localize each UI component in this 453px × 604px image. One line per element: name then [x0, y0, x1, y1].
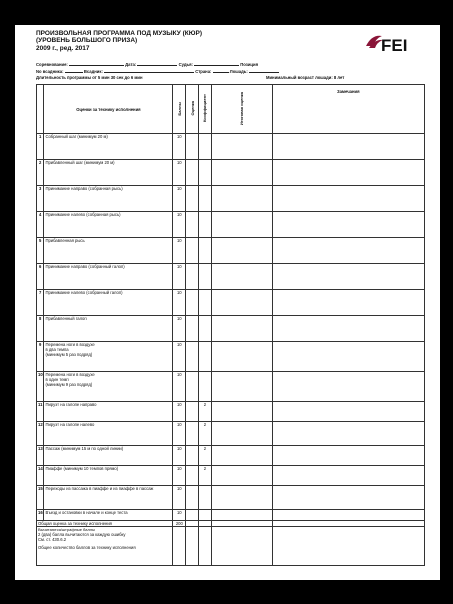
- movement-line: в один темп: [45, 377, 69, 382]
- header-max: [173, 85, 186, 134]
- penalty-max-cell: [173, 527, 186, 566]
- movement-line: Принимание направо (собранная рысь): [45, 186, 123, 191]
- table-row: [37, 372, 425, 402]
- movement-line: Принимание налево (собранная рысь): [45, 212, 121, 217]
- date-label: Дата:: [125, 62, 137, 67]
- movement-line: (минимум 5 раз подряд): [45, 352, 93, 357]
- table-row: [37, 510, 425, 521]
- max-points: 10: [173, 446, 186, 466]
- movement-number: 13: [37, 446, 44, 466]
- movement-number: 11: [37, 402, 44, 422]
- movement-description: [44, 264, 173, 290]
- mark-cell[interactable]: [186, 264, 199, 290]
- movement-description: [44, 212, 173, 238]
- coefficient: [198, 160, 211, 186]
- movement-line: Пируэт на галопе налево: [45, 422, 95, 427]
- movement-description: [44, 510, 173, 521]
- position-label: Позиция: [240, 62, 259, 67]
- movement-line: Прибавленная рысь: [45, 238, 85, 243]
- mark-cell[interactable]: [186, 466, 199, 486]
- movement-line: Принимание направо (собранный галоп): [45, 264, 125, 269]
- remarks-cell[interactable]: [272, 186, 424, 212]
- max-points: 10: [173, 372, 186, 402]
- movement-line: Перемена ноги в воздухе: [45, 342, 95, 347]
- penalty-title: Вычитаются/штрафные баллы: [38, 527, 96, 532]
- final-mark-cell[interactable]: [211, 422, 272, 446]
- movement-number: 10: [37, 372, 44, 402]
- remarks-cell[interactable]: [272, 402, 424, 422]
- movement-number: 7: [37, 290, 44, 316]
- rider-no-field[interactable]: [65, 68, 83, 73]
- mark-cell[interactable]: [186, 342, 199, 372]
- table-row: [37, 402, 425, 422]
- final-mark-cell[interactable]: [211, 510, 272, 521]
- header-movements: Оценки за технику исполнения: [44, 85, 173, 134]
- sheet-subtitle: (УРОВЕНЬ БОЛЬШОГО ПРИЗА): [36, 37, 138, 44]
- movement-line: Переходы из пассажа в пиаффе и из пиаффе в пассаж: [45, 486, 154, 491]
- remarks-cell[interactable]: [272, 264, 424, 290]
- remarks-cell[interactable]: [272, 316, 424, 342]
- final-mark-cell[interactable]: [211, 134, 272, 160]
- penalty-note-1: 2 (два) балла вычитаются за каждую ошибку: [38, 532, 126, 537]
- max-points: 10: [173, 466, 186, 486]
- movement-line: Пассаж (минимум 15 м по одной линии): [45, 446, 124, 451]
- coefficient: [198, 238, 211, 264]
- sheet-edition: 2009 г., ред. 2017: [36, 45, 90, 52]
- final-mark-cell[interactable]: [211, 402, 272, 422]
- remarks-cell[interactable]: [272, 238, 424, 264]
- header-mark-label: Оценка: [189, 101, 195, 116]
- table-row: [37, 466, 425, 486]
- penalty-remarks-cell[interactable]: [272, 527, 424, 566]
- mark-cell[interactable]: [186, 372, 199, 402]
- coefficient: [198, 212, 211, 238]
- final-mark-cell[interactable]: [211, 316, 272, 342]
- table-row: [37, 264, 425, 290]
- movement-line: Собранный шаг (минимум 20 м): [45, 134, 108, 139]
- header-final: [211, 85, 272, 134]
- total-max: 200: [173, 521, 186, 527]
- movement-number: 12: [37, 422, 44, 446]
- movement-description: [44, 342, 173, 372]
- final-mark-cell[interactable]: [211, 372, 272, 402]
- penalty-box: [37, 527, 173, 566]
- max-points: 10: [173, 402, 186, 422]
- competition-label: Соревнование:: [36, 62, 68, 67]
- penalty-row: [37, 527, 425, 566]
- table-row: [37, 238, 425, 264]
- coefficient: [198, 290, 211, 316]
- final-mark-cell[interactable]: [211, 186, 272, 212]
- info-line-1: [36, 61, 258, 67]
- max-points: 10: [173, 316, 186, 342]
- table-row: [37, 186, 425, 212]
- coefficient: [198, 316, 211, 342]
- final-mark-cell[interactable]: [211, 264, 272, 290]
- max-points: 10: [173, 160, 186, 186]
- coefficient: [198, 486, 211, 510]
- coefficient: [198, 342, 211, 372]
- movement-line: Принимание налево (собранный галоп): [45, 290, 123, 295]
- remarks-cell[interactable]: [272, 422, 424, 446]
- table-header-row: [37, 85, 425, 134]
- min-age-note: Минимальный возраст лошади: 8 лет: [266, 75, 345, 80]
- penalty-mark-cell[interactable]: [186, 527, 199, 566]
- movement-number: 5: [37, 238, 44, 264]
- coefficient: 2: [198, 422, 211, 446]
- movement-line: Прибавленный галоп: [45, 316, 87, 321]
- mark-cell[interactable]: [186, 486, 199, 510]
- movement-description: [44, 134, 173, 160]
- movement-line: Пируэт на галопе направо: [45, 402, 97, 407]
- movement-number: 14: [37, 466, 44, 486]
- remarks-cell[interactable]: [272, 342, 424, 372]
- header-num: [37, 85, 44, 134]
- max-points: 10: [173, 212, 186, 238]
- max-points: 10: [173, 422, 186, 446]
- mark-cell[interactable]: [186, 290, 199, 316]
- info-line-2: [36, 68, 279, 74]
- mark-cell[interactable]: [186, 186, 199, 212]
- movement-description: [44, 422, 173, 446]
- movement-number: 3: [37, 186, 44, 212]
- movement-description: [44, 446, 173, 466]
- sheet-title: ПРОИЗВОЛЬНАЯ ПРОГРАММА ПОД МУЗЫКУ (КЮР): [36, 30, 202, 37]
- movement-description: [44, 238, 173, 264]
- movement-line: в два темпа: [45, 347, 69, 352]
- max-points: 10: [173, 486, 186, 510]
- judge-label: Судья:: [178, 62, 193, 67]
- date-field[interactable]: [137, 61, 177, 66]
- coefficient: 2: [198, 402, 211, 422]
- table-row: [37, 134, 425, 160]
- remarks-cell[interactable]: [272, 372, 424, 402]
- fei-logo: [362, 30, 422, 54]
- header-max-label: Баллы: [176, 101, 182, 116]
- mark-cell[interactable]: [186, 212, 199, 238]
- table-row: [37, 212, 425, 238]
- judge-field[interactable]: [194, 61, 239, 66]
- header-final-label: Итоговая оценка: [239, 91, 245, 126]
- table-row: [37, 422, 425, 446]
- movement-number: 4: [37, 212, 44, 238]
- rider-label: Всадник:: [83, 69, 103, 74]
- final-mark-cell[interactable]: [211, 466, 272, 486]
- mark-cell[interactable]: [186, 446, 199, 466]
- movement-line: Прибавленный шаг (минимум 20 м): [45, 160, 115, 165]
- movement-number: 8: [37, 316, 44, 342]
- remarks-cell[interactable]: [272, 466, 424, 486]
- rider-field[interactable]: [104, 68, 194, 73]
- movement-description: [44, 466, 173, 486]
- penalty-total-label: Общее количество баллов за технику исполнения: [38, 545, 136, 550]
- table-row: [37, 290, 425, 316]
- movement-line: Пиаффе (минимум 10 темпов прямо): [45, 466, 119, 471]
- mark-cell[interactable]: [186, 238, 199, 264]
- final-mark-cell[interactable]: [211, 446, 272, 466]
- marking-table: [36, 84, 425, 566]
- movement-number: 15: [37, 486, 44, 510]
- movement-description: [44, 372, 173, 402]
- mark-cell[interactable]: [186, 160, 199, 186]
- max-points: 10: [173, 134, 186, 160]
- max-points: 10: [173, 290, 186, 316]
- final-mark-cell[interactable]: [211, 238, 272, 264]
- coefficient: [198, 264, 211, 290]
- remarks-cell[interactable]: [272, 134, 424, 160]
- max-points: 10: [173, 510, 186, 521]
- remarks-cell[interactable]: [272, 212, 424, 238]
- coefficient: 2: [198, 446, 211, 466]
- coefficient: 2: [198, 466, 211, 486]
- final-mark-cell[interactable]: [211, 290, 272, 316]
- table-row: [37, 446, 425, 466]
- rider-no-label: No всадника:: [36, 69, 64, 74]
- movement-number: 1: [37, 134, 44, 160]
- coefficient: [198, 372, 211, 402]
- mark-cell[interactable]: [186, 134, 199, 160]
- header-mark: [186, 85, 199, 134]
- duration-note: Длительность программы от 5 мин 30 сек до 6 мин: [36, 75, 143, 80]
- coefficient: [198, 186, 211, 212]
- movement-line: (минимум 9 раз подряд): [45, 382, 93, 387]
- header-remarks: Замечания: [272, 85, 424, 134]
- penalty-coef-cell: [198, 527, 211, 566]
- final-mark-cell[interactable]: [211, 486, 272, 510]
- total-label: Общая оценка за технику исполнения: [37, 521, 173, 527]
- horse-field[interactable]: [249, 68, 279, 73]
- final-mark-cell[interactable]: [211, 160, 272, 186]
- table-row: [37, 316, 425, 342]
- table-row: [37, 160, 425, 186]
- table-row: [37, 342, 425, 372]
- header-coef-label: Коэффициент: [202, 94, 208, 123]
- movement-number: 2: [37, 160, 44, 186]
- movement-number: 9: [37, 342, 44, 372]
- movement-number: 16: [37, 510, 44, 521]
- fei-logo-text: FEI: [381, 36, 408, 54]
- max-points: 10: [173, 342, 186, 372]
- movement-description: [44, 486, 173, 510]
- remarks-cell[interactable]: [272, 486, 424, 510]
- movement-description: [44, 186, 173, 212]
- mark-cell[interactable]: [186, 422, 199, 446]
- country-field[interactable]: [213, 68, 229, 73]
- mark-cell[interactable]: [186, 510, 199, 521]
- coefficient: [198, 510, 211, 521]
- max-points: 10: [173, 264, 186, 290]
- movement-description: [44, 160, 173, 186]
- remarks-cell[interactable]: [272, 290, 424, 316]
- movement-number: 6: [37, 264, 44, 290]
- horse-label: Лошадь:: [229, 69, 248, 74]
- competition-field[interactable]: [69, 61, 124, 66]
- header-coef: [198, 85, 211, 134]
- movement-description: [44, 316, 173, 342]
- table-row: [37, 486, 425, 510]
- max-points: 10: [173, 186, 186, 212]
- movement-line: Въезд и остановки в начале и конце теста: [45, 510, 128, 515]
- movement-description: [44, 290, 173, 316]
- remarks-cell[interactable]: [272, 160, 424, 186]
- remarks-cell[interactable]: [272, 446, 424, 466]
- final-mark-cell[interactable]: [211, 212, 272, 238]
- penalty-final-cell[interactable]: [211, 527, 272, 566]
- coefficient: [198, 134, 211, 160]
- movement-line: Перемена ноги в воздухе: [45, 372, 95, 377]
- max-points: 10: [173, 238, 186, 264]
- mark-cell[interactable]: [186, 402, 199, 422]
- remarks-cell[interactable]: [272, 510, 424, 521]
- mark-cell[interactable]: [186, 316, 199, 342]
- final-mark-cell[interactable]: [211, 342, 272, 372]
- movement-description: [44, 402, 173, 422]
- country-label: Страна:: [195, 69, 212, 74]
- penalty-note-2: См. ст. 430.6.2: [38, 537, 67, 542]
